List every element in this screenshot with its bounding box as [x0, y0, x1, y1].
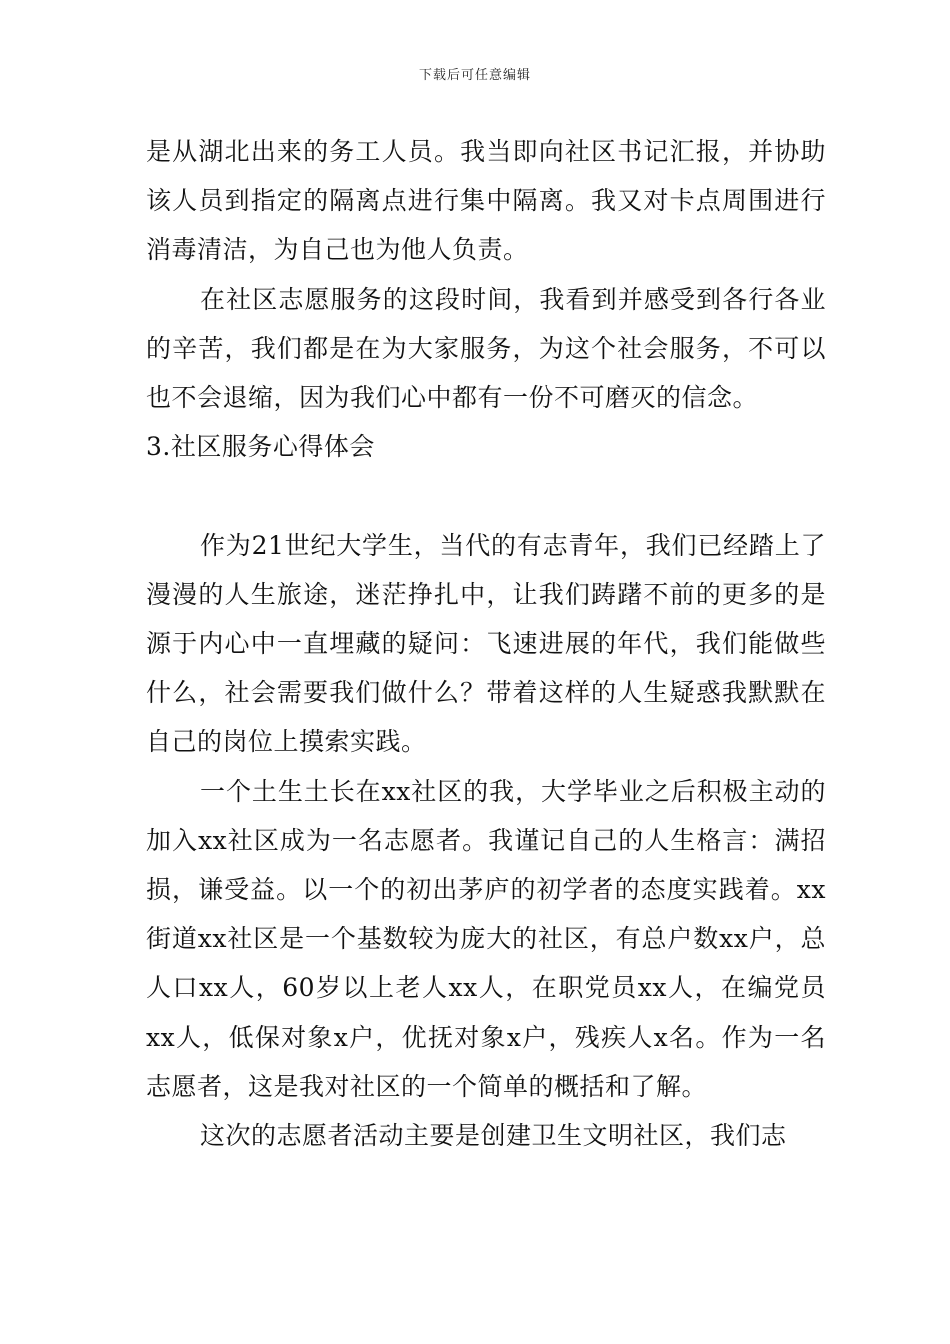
document-body — [146, 127, 826, 1160]
paragraph-community: 一个土生土长在xx社区的我，大学毕业之后积极主动的加入xx社区成为一名志愿者。我谨记自己的人生格言：满招损，谦受益。以一个的初出茅庐的初学者的态度实践着。xx街道xx社区是一个基数较为庞大的社区，有总户数xx户，总人口xx人，60岁以上老人xx人，在职党员xx人，在编党员xx人，低保对象x户，优抚对象x户，残疾人x名。作为一名志愿者，这是我对社区的一个简单的概括和了解。 — [146, 776, 826, 1101]
header-note: 下载后可任意编辑 — [418, 68, 531, 83]
paragraph-activity: 这次的志愿者活动主要是创建卫生文明社区，我们志 — [200, 1121, 787, 1151]
blank-line — [146, 471, 826, 520]
paragraph-continuation: 是从湖北出来的务工人员。我当即向社区书记汇报，并协助该人员到指定的隔离点进行集中隔离。我又对卡点周围进行消毒清洁，为自己也为他人负责。 — [146, 137, 826, 265]
paragraph-intro: 作为21世纪大学生，当代的有志青年，我们已经踏上了漫漫的人生旅途，迷茫挣扎中，让我们踌躇不前的更多的是源于内心中一直埋藏的疑问：飞速进展的年代，我们能做些什么，社会需要我们做什么？带着这样的人生疑惑我默默在自己的岗位上摸索实践。 — [146, 530, 826, 757]
section-heading: 3.社区服务心得体会 — [146, 432, 375, 462]
paragraph-service-experience: 在社区志愿服务的这段时间，我看到并感受到各行各业的辛苦，我们都是在为大家服务，为这个社会服务，不可以也不会退缩，因为我们心中都有一份不可磨灭的信念。 — [146, 284, 826, 413]
